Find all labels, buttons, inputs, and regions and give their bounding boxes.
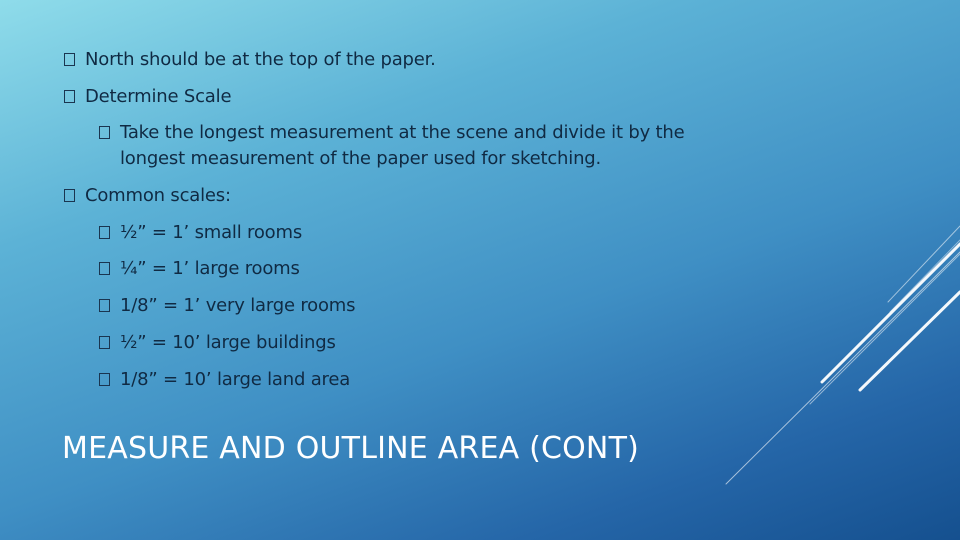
slide-title: MEASURE AND OUTLINE AREA (CONT) — [62, 431, 640, 466]
bullet-text: Take the longest measurement at the scene and divide it by the longest measurement of the paper used for sketching. — [120, 122, 685, 169]
square-bullet-icon — [99, 373, 110, 386]
bullet-text: Common scales: — [85, 185, 231, 206]
sub-bullet-item — [99, 367, 350, 393]
square-bullet-icon — [64, 90, 75, 103]
square-bullet-icon — [99, 299, 110, 312]
bullet-item — [64, 47, 436, 73]
bullet-text: 1/8” = 10’ large land area — [120, 369, 351, 390]
square-bullet-icon — [99, 336, 110, 349]
bullet-text: 1/8” = 1’ very large rooms — [120, 295, 356, 316]
sub-bullet-item — [99, 220, 302, 246]
bullet-item — [64, 84, 231, 110]
square-bullet-icon — [99, 126, 110, 139]
sub-bullet-item — [99, 120, 720, 172]
square-bullet-icon — [99, 262, 110, 275]
sub-bullet-item — [99, 256, 300, 282]
bullet-text: North should be at the top of the paper. — [85, 49, 436, 70]
bullet-text: ¼” = 1’ large rooms — [120, 258, 300, 279]
square-bullet-icon — [64, 53, 75, 66]
bullet-text: ½” = 10’ large buildings — [120, 332, 336, 353]
sub-bullet-item — [99, 293, 355, 319]
bullet-item — [64, 183, 231, 209]
square-bullet-icon — [99, 226, 110, 239]
square-bullet-icon — [64, 189, 75, 202]
bullet-text: Determine Scale — [85, 86, 232, 107]
bullet-text: ½” = 1’ small rooms — [120, 222, 303, 243]
sub-bullet-item — [99, 330, 336, 356]
